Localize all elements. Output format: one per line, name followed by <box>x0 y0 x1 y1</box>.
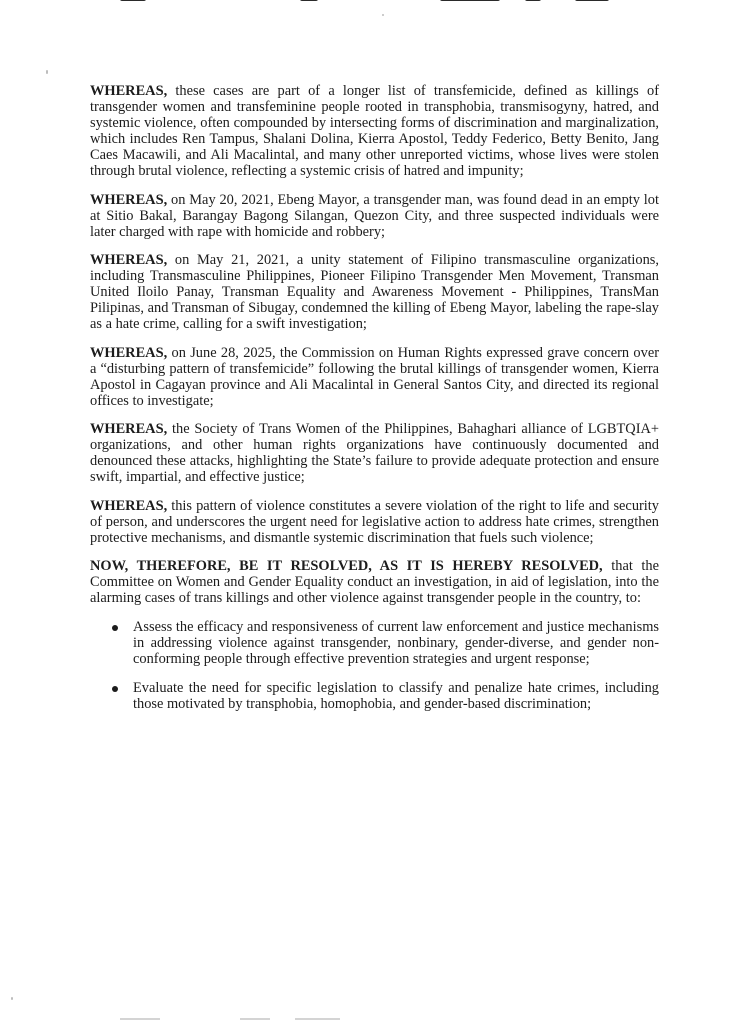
scan-artifact-top <box>0 0 744 8</box>
investigation-objectives-list <box>90 619 659 712</box>
clause-lead: WHEREAS, <box>90 83 168 99</box>
clause-lead: WHEREAS, <box>90 497 168 514</box>
scan-artifact-bottom <box>120 1018 420 1022</box>
clause-text: that the Committee on Women and Gender Equality conduct an investigation, in aid of legislation, into the alarming cases of trans killings and other violence against transgender people in the country, to: <box>90 558 660 606</box>
bullet-icon <box>112 686 118 692</box>
clause-lead: WHEREAS, <box>90 421 168 437</box>
clause-lead: NOW, THEREFORE, BE IT RESOLVED, AS IT IS HEREBY RESOLVED, <box>90 558 603 574</box>
scan-speck <box>46 70 48 74</box>
whereas-clause <box>90 421 659 485</box>
whereas-clause <box>90 252 659 332</box>
clause-text: on June 28, 2025, the Commission on Human Rights expressed grave concern over a “disturbing pattern of transfemicide” following the brutal killings of transgender women, Kierra Apostol in Cagayan province and Ali Macalintal in General Santos City, and directed its regional offices to investigate; <box>90 344 659 409</box>
bullet-icon <box>112 625 118 631</box>
resolved-clause <box>90 558 659 606</box>
scan-speck <box>382 14 384 16</box>
whereas-clause <box>90 192 659 240</box>
clause-lead: WHEREAS, <box>90 252 168 268</box>
resolution-body <box>90 83 659 725</box>
clause-text: these cases are part of a longer list of transfemicide, defined as killings of transgender women and transfeminine people rooted in transphobia, transmisogyny, hatred, and systemic violence, often compounded by intersecting forms of discrimination and marginalization, which includes Ren Tampus, Shalani Dolina, Kierra Apostol, Teddy Federico, Betty Benito, Jang Caes Macawili, and Ali Macalintal, and many other unreported victims, whose lives were stolen through brutal violence, reflecting a systemic crisis of hatred and impunity; <box>90 83 659 179</box>
list-item <box>133 619 659 667</box>
clause-text: this pattern of violence constitutes a severe violation of the right to life and security of person, and underscores the urgent need for legislative action to address hate crimes, strengthen protective mechanisms, and dismantle systemic discrimination that fuels such violence; <box>90 497 659 546</box>
clause-text: on May 21, 2021, a unity statement of Filipino transmasculine organizations, including Transmasculine Philippines, Pioneer Filipino Transgender Men Movement, Transman United Iloilo Panay, Transman Equality and Awareness Movement - Philippines, TransMan Pilipinas, and Transman of Sibugay, condemned the killing of Ebeng Mayor, labeling the rape-slay as a hate crime, calling for a swift investigation; <box>90 252 659 332</box>
list-item-text: Assess the efficacy and responsiveness of current law enforcement and justice mechanisms in addressing violence against transgender, nonbinary, gender-diverse, and gender non-conforming people through effective prevention strategies and urgent response; <box>133 618 659 667</box>
whereas-clause <box>90 83 659 179</box>
clause-text: the Society of Trans Women of the Philippines, Bahaghari alliance of LGBTQIA+ organizations, and other human rights organizations have continuously documented and denounced these attacks, highlighting the State’s failure to provide adequate protection and ensure swift, impartial, and effective justice; <box>90 421 659 485</box>
clause-lead: WHEREAS, <box>90 344 168 361</box>
list-item <box>133 680 659 712</box>
whereas-clause <box>90 498 659 546</box>
scan-speck <box>11 997 13 1000</box>
clause-lead: WHEREAS, <box>90 191 168 208</box>
list-item-text: Evaluate the need for specific legislation to classify and penalize hate crimes, including those motivated by transphobia, homophobia, and gender-based discrimination; <box>133 679 659 712</box>
clause-text: on May 20, 2021, Ebeng Mayor, a transgender man, was found dead in an empty lot at Sitio Bakal, Barangay Bagong Silangan, Quezon City, and three suspected individuals were later charged with rape with homicide and robbery; <box>90 191 659 240</box>
whereas-clause <box>90 345 659 409</box>
